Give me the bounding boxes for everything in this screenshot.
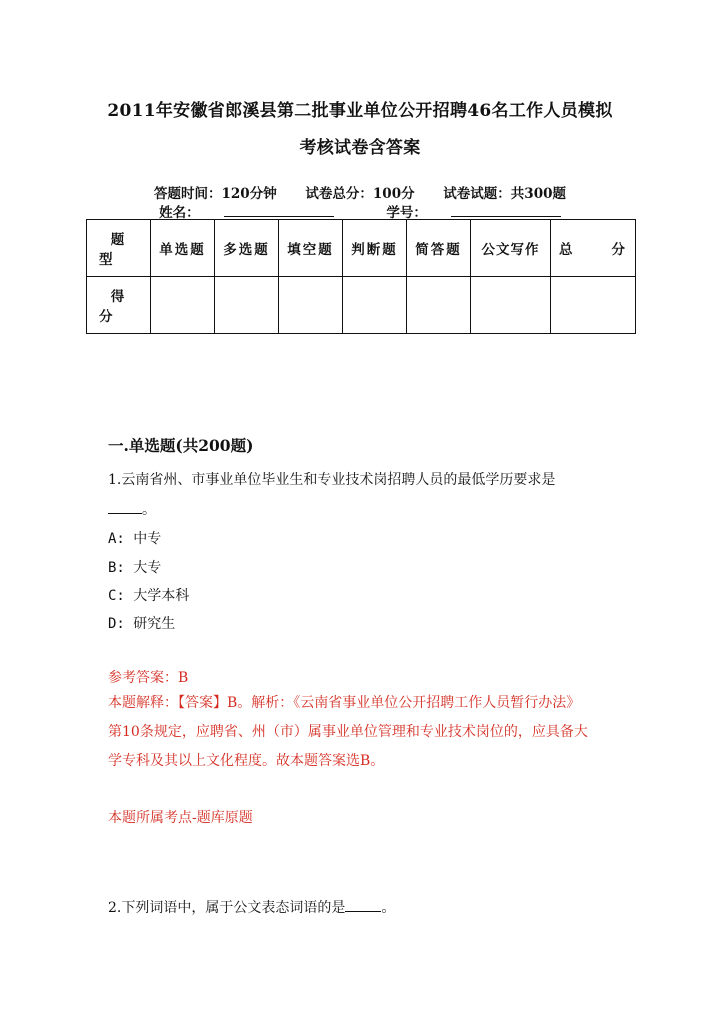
option-c-key: C:	[108, 588, 125, 604]
explanation-line-1: 本题解释：【答案】B。解析：《云南省事业单位公开招聘工作人员暂行办法》	[108, 695, 581, 711]
option-a	[108, 528, 161, 548]
question-2-text: 2.下列词语中，属于公文表态词语的是	[108, 900, 346, 916]
name-label: 姓名：	[159, 205, 200, 221]
header-cell-multi: 多选题	[215, 220, 279, 277]
score-row-label: 得 分	[87, 277, 151, 334]
option-b-text: 大专	[133, 560, 162, 576]
option-d-key: D:	[108, 616, 125, 632]
header-cell-judge: 判断题	[343, 220, 407, 277]
option-a-text: 中专	[133, 531, 162, 547]
option-b-key: B:	[108, 560, 125, 576]
option-d	[108, 613, 175, 633]
option-c-text: 大学本科	[133, 588, 190, 604]
explanation-line-2: 第10条规定，应聘省、州（市）属事业单位管理和专业技术岗位的，应具备大	[108, 724, 588, 740]
option-d-text: 研究生	[133, 616, 176, 632]
header-cell-total: 总 分	[551, 220, 636, 277]
question-count: 试卷试题：共300题	[443, 186, 566, 202]
header-cell-fill: 填空题	[279, 220, 343, 277]
question-1-end: 。	[142, 502, 156, 518]
exam-meta-info	[86, 182, 634, 202]
option-c	[108, 585, 189, 605]
score-cell	[551, 277, 636, 334]
question-1-stem	[108, 470, 618, 490]
score-table	[86, 219, 636, 334]
score-cell	[471, 277, 551, 334]
score-cell	[279, 277, 343, 334]
explanation-line-3: 学专科及其以上文化程度。故本题答案选B。	[108, 753, 385, 769]
reference-answer: 参考答案：B	[108, 670, 189, 686]
score-cell	[407, 277, 471, 334]
option-b	[108, 557, 161, 577]
exam-title-line2: 考核试卷含答案	[299, 138, 421, 158]
name-blank	[224, 204, 334, 217]
header-cell-writing: 公文写作	[471, 220, 551, 277]
score-cell	[151, 277, 215, 334]
header-cell-single: 单选题	[151, 220, 215, 277]
section-title: 一.单选题(共200题)	[108, 436, 254, 455]
answer-blank	[345, 899, 381, 912]
score-table-score-row	[87, 277, 636, 334]
score-cell	[215, 277, 279, 334]
score-table-header-row	[87, 220, 636, 277]
option-a-key: A:	[108, 531, 125, 547]
question-source: 本题所属考点-题库原题	[108, 810, 253, 826]
header-cell-short: 简答题	[407, 220, 471, 277]
total-score: 试卷总分：100分	[305, 186, 415, 202]
header-cell-type: 题 型	[87, 220, 151, 277]
question-2-stem	[108, 898, 618, 918]
answer-blank	[108, 501, 142, 514]
question-1-blank-line	[108, 500, 618, 520]
answer-time: 答题时间：120分钟	[154, 186, 277, 202]
score-cell	[343, 277, 407, 334]
exam-title-line1: 2011年安徽省郎溪县第二批事业单位公开招聘46名工作人员模拟	[107, 101, 613, 121]
answer-explanation	[108, 689, 622, 776]
id-label: 学号：	[386, 205, 427, 221]
question-2-end: 。	[381, 900, 396, 916]
id-blank	[451, 204, 561, 217]
exam-candidate-info	[86, 201, 634, 221]
question-1-text: 1.云南省州、市事业单位毕业生和专业技术岗招聘人员的最低学历要求是	[108, 472, 556, 488]
